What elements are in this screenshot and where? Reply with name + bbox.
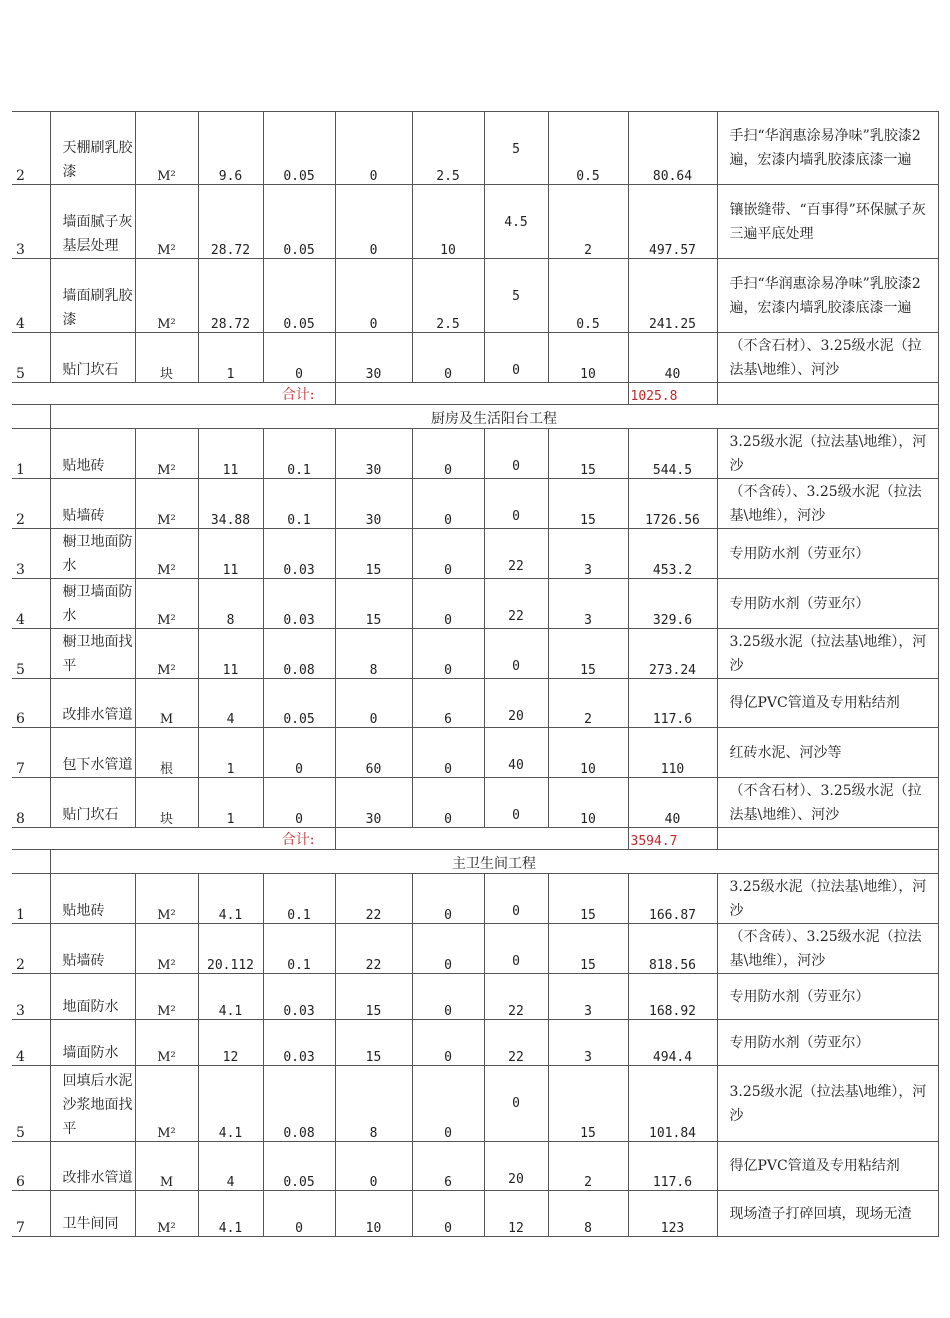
quantity: 9.6 bbox=[198, 112, 263, 185]
quantity: 4.1 bbox=[198, 974, 263, 1020]
labor-price: 0 bbox=[484, 429, 548, 479]
row-index: 6 bbox=[12, 1142, 50, 1191]
quantity: 12 bbox=[198, 1020, 263, 1066]
unit: 块 bbox=[135, 333, 198, 383]
labor-price: 0 bbox=[484, 874, 548, 924]
labor-price: 22 bbox=[484, 1020, 548, 1066]
management-fee: 3 bbox=[548, 974, 628, 1020]
material-price: 0 bbox=[335, 679, 412, 728]
row-total: 494.4 bbox=[628, 1020, 717, 1066]
material-price: 15 bbox=[335, 579, 412, 629]
material-note: 手扫“华润惠涂易净味”乳胶漆2遍，宏漆内墙乳胶漆底漆一遍 bbox=[717, 259, 938, 333]
material-price: 30 bbox=[335, 778, 412, 828]
quantity: 11 bbox=[198, 529, 263, 579]
management-fee: 10 bbox=[548, 728, 628, 778]
table-row bbox=[12, 529, 938, 579]
management-fee: 3 bbox=[548, 529, 628, 579]
row-total: 117.6 bbox=[628, 679, 717, 728]
material-note: 手扫“华润惠涂易净味”乳胶漆2遍，宏漆内墙乳胶漆底漆一遍 bbox=[717, 112, 938, 185]
labor-price: 5 bbox=[484, 259, 548, 333]
unit: M² bbox=[135, 974, 198, 1020]
subtotal-label: 合计: bbox=[12, 828, 335, 850]
material-note: 专用防水剂（劳亚尔） bbox=[717, 579, 938, 629]
unit: M² bbox=[135, 529, 198, 579]
material-price: 8 bbox=[335, 1066, 412, 1142]
unit: M² bbox=[135, 112, 198, 185]
table-row bbox=[12, 259, 938, 333]
row-total: 241.25 bbox=[628, 259, 717, 333]
table-row bbox=[12, 974, 938, 1020]
material-note: 红砖水泥、河沙等 bbox=[717, 728, 938, 778]
item-name: 地面防水 bbox=[50, 974, 135, 1020]
table-row bbox=[12, 112, 938, 185]
table-row bbox=[12, 333, 938, 383]
auxiliary-price: 0 bbox=[412, 429, 484, 479]
material-note: 3.25级水泥（拉法基\地维），河沙 bbox=[717, 1066, 938, 1142]
quantity: 4.1 bbox=[198, 1191, 263, 1237]
unit: M² bbox=[135, 1020, 198, 1066]
table-row bbox=[12, 629, 938, 679]
row-index: 1 bbox=[12, 874, 50, 924]
item-name: 橱卫地面防水 bbox=[50, 529, 135, 579]
loss-rate: 0.08 bbox=[263, 629, 335, 679]
loss-rate: 0 bbox=[263, 333, 335, 383]
management-fee: 2 bbox=[548, 185, 628, 259]
row-index: 5 bbox=[12, 333, 50, 383]
material-note: 3.25级水泥（拉法基\地维），河沙 bbox=[717, 429, 938, 479]
table-row bbox=[12, 778, 938, 828]
subtotal-row bbox=[12, 828, 938, 850]
management-fee: 2 bbox=[548, 679, 628, 728]
item-name: 贴门坎石 bbox=[50, 333, 135, 383]
auxiliary-price: 0 bbox=[412, 1066, 484, 1142]
row-index: 4 bbox=[12, 259, 50, 333]
table-row bbox=[12, 874, 938, 924]
material-note: 专用防水剂（劳亚尔） bbox=[717, 974, 938, 1020]
unit: M² bbox=[135, 259, 198, 333]
labor-price: 22 bbox=[484, 974, 548, 1020]
management-fee: 0.5 bbox=[548, 259, 628, 333]
material-price: 0 bbox=[335, 112, 412, 185]
row-index: 7 bbox=[12, 728, 50, 778]
table-row bbox=[12, 1191, 938, 1237]
management-fee: 10 bbox=[548, 333, 628, 383]
quantity: 20.112 bbox=[198, 924, 263, 974]
row-index: 5 bbox=[12, 1066, 50, 1142]
unit: M bbox=[135, 679, 198, 728]
loss-rate: 0.05 bbox=[263, 259, 335, 333]
unit: M² bbox=[135, 629, 198, 679]
unit: M² bbox=[135, 185, 198, 259]
loss-rate: 0.03 bbox=[263, 529, 335, 579]
row-total: 544.5 bbox=[628, 429, 717, 479]
labor-price: 0 bbox=[484, 924, 548, 974]
table-row bbox=[12, 728, 938, 778]
management-fee: 15 bbox=[548, 629, 628, 679]
material-note: 3.25级水泥（拉法基\地维），河沙 bbox=[717, 874, 938, 924]
quantity: 8 bbox=[198, 579, 263, 629]
material-price: 15 bbox=[335, 974, 412, 1020]
management-fee: 3 bbox=[548, 1020, 628, 1066]
auxiliary-price: 0 bbox=[412, 333, 484, 383]
table-row bbox=[12, 185, 938, 259]
table-row bbox=[12, 429, 938, 479]
unit: M² bbox=[135, 579, 198, 629]
loss-rate: 0.03 bbox=[263, 974, 335, 1020]
table-row bbox=[12, 1066, 938, 1142]
subtotal-note-blank bbox=[717, 383, 938, 405]
item-name: 卫牛间同 bbox=[50, 1191, 135, 1237]
item-name: 橱卫墙面防水 bbox=[50, 579, 135, 629]
management-fee: 0.5 bbox=[548, 112, 628, 185]
management-fee: 10 bbox=[548, 778, 628, 828]
unit: M² bbox=[135, 924, 198, 974]
row-total: 40 bbox=[628, 778, 717, 828]
management-fee: 15 bbox=[548, 874, 628, 924]
material-price: 8 bbox=[335, 629, 412, 679]
item-name: 天棚刷乳胶漆 bbox=[50, 112, 135, 185]
row-index: 5 bbox=[12, 629, 50, 679]
auxiliary-price: 0 bbox=[412, 529, 484, 579]
labor-price: 4.5 bbox=[484, 185, 548, 259]
management-fee: 15 bbox=[548, 1066, 628, 1142]
row-total: 101.84 bbox=[628, 1066, 717, 1142]
material-price: 22 bbox=[335, 924, 412, 974]
unit: M² bbox=[135, 1191, 198, 1237]
table-row bbox=[12, 1020, 938, 1066]
auxiliary-price: 2.5 bbox=[412, 259, 484, 333]
quantity: 4.1 bbox=[198, 874, 263, 924]
auxiliary-price: 6 bbox=[412, 679, 484, 728]
management-fee: 15 bbox=[548, 479, 628, 529]
quantity: 11 bbox=[198, 429, 263, 479]
material-price: 0 bbox=[335, 185, 412, 259]
loss-rate: 0.05 bbox=[263, 112, 335, 185]
subtotal-label: 合计: bbox=[12, 383, 335, 405]
management-fee: 2 bbox=[548, 1142, 628, 1191]
material-note: （不含砖）、3.25级水泥（拉法基\地维），河沙 bbox=[717, 479, 938, 529]
loss-rate: 0 bbox=[263, 728, 335, 778]
table-row bbox=[12, 479, 938, 529]
labor-price: 5 bbox=[484, 112, 548, 185]
material-note: 镶嵌缝带、“百事得”环保腻子灰三遍平底处理 bbox=[717, 185, 938, 259]
material-note: 得亿PVC管道及专用粘结剂 bbox=[717, 1142, 938, 1191]
loss-rate: 0.05 bbox=[263, 1142, 335, 1191]
auxiliary-price: 10 bbox=[412, 185, 484, 259]
item-name: 贴门坎石 bbox=[50, 778, 135, 828]
item-name: 改排水管道 bbox=[50, 1142, 135, 1191]
row-index: 2 bbox=[12, 479, 50, 529]
auxiliary-price: 0 bbox=[412, 579, 484, 629]
section-blank-cell bbox=[12, 405, 50, 429]
management-fee: 8 bbox=[548, 1191, 628, 1237]
material-note: （不含石材）、3.25级水泥（拉法基\地维）、河沙 bbox=[717, 333, 938, 383]
row-index: 3 bbox=[12, 974, 50, 1020]
unit: M² bbox=[135, 479, 198, 529]
row-total: 273.24 bbox=[628, 629, 717, 679]
section-blank-cell bbox=[12, 850, 50, 874]
auxiliary-price: 0 bbox=[412, 728, 484, 778]
row-total: 40 bbox=[628, 333, 717, 383]
unit: M² bbox=[135, 874, 198, 924]
item-name: 改排水管道 bbox=[50, 679, 135, 728]
material-price: 30 bbox=[335, 479, 412, 529]
labor-price: 40 bbox=[484, 728, 548, 778]
labor-price: 12 bbox=[484, 1191, 548, 1237]
loss-rate: 0.1 bbox=[263, 429, 335, 479]
material-note: 专用防水剂（劳亚尔） bbox=[717, 529, 938, 579]
item-name: 贴地砖 bbox=[50, 874, 135, 924]
auxiliary-price: 0 bbox=[412, 874, 484, 924]
row-index: 2 bbox=[12, 924, 50, 974]
material-price: 22 bbox=[335, 874, 412, 924]
subtotal-gap bbox=[335, 828, 628, 850]
quantity: 1 bbox=[198, 728, 263, 778]
auxiliary-price: 0 bbox=[412, 974, 484, 1020]
loss-rate: 0.1 bbox=[263, 924, 335, 974]
quantity: 4.1 bbox=[198, 1066, 263, 1142]
quantity: 4 bbox=[198, 679, 263, 728]
row-total: 110 bbox=[628, 728, 717, 778]
unit: M² bbox=[135, 429, 198, 479]
item-name: 墙面腻子灰基层处理 bbox=[50, 185, 135, 259]
auxiliary-price: 0 bbox=[412, 924, 484, 974]
loss-rate: 0 bbox=[263, 1191, 335, 1237]
quantity: 11 bbox=[198, 629, 263, 679]
subtotal-note-blank bbox=[717, 828, 938, 850]
labor-price: 22 bbox=[484, 529, 548, 579]
unit: 块 bbox=[135, 778, 198, 828]
quotation-table bbox=[12, 111, 939, 1237]
item-name: 橱卫地面找平 bbox=[50, 629, 135, 679]
auxiliary-price: 6 bbox=[412, 1142, 484, 1191]
section-header bbox=[12, 405, 938, 429]
labor-price: 0 bbox=[484, 629, 548, 679]
row-index: 1 bbox=[12, 429, 50, 479]
row-index: 7 bbox=[12, 1191, 50, 1237]
row-total: 329.6 bbox=[628, 579, 717, 629]
loss-rate: 0.1 bbox=[263, 874, 335, 924]
item-name: 墙面防水 bbox=[50, 1020, 135, 1066]
row-total: 117.6 bbox=[628, 1142, 717, 1191]
material-note: 得亿PVC管道及专用粘结剂 bbox=[717, 679, 938, 728]
item-name: 墙面刷乳胶漆 bbox=[50, 259, 135, 333]
quantity: 34.88 bbox=[198, 479, 263, 529]
unit: M² bbox=[135, 1066, 198, 1142]
row-total: 80.64 bbox=[628, 112, 717, 185]
row-index: 3 bbox=[12, 529, 50, 579]
labor-price: 22 bbox=[484, 579, 548, 629]
management-fee: 15 bbox=[548, 429, 628, 479]
quantity: 28.72 bbox=[198, 259, 263, 333]
row-index: 4 bbox=[12, 579, 50, 629]
row-total: 497.57 bbox=[628, 185, 717, 259]
row-index: 8 bbox=[12, 778, 50, 828]
loss-rate: 0.03 bbox=[263, 579, 335, 629]
quantity: 4 bbox=[198, 1142, 263, 1191]
unit: 根 bbox=[135, 728, 198, 778]
material-note: （不含石材）、3.25级水泥（拉法基\地维）、河沙 bbox=[717, 778, 938, 828]
material-note: （不含砖）、3.25级水泥（拉法基\地维），河沙 bbox=[717, 924, 938, 974]
auxiliary-price: 2.5 bbox=[412, 112, 484, 185]
labor-price: 20 bbox=[484, 679, 548, 728]
row-index: 3 bbox=[12, 185, 50, 259]
row-index: 6 bbox=[12, 679, 50, 728]
auxiliary-price: 0 bbox=[412, 629, 484, 679]
loss-rate: 0.03 bbox=[263, 1020, 335, 1066]
labor-price: 0 bbox=[484, 778, 548, 828]
row-total: 123 bbox=[628, 1191, 717, 1237]
loss-rate: 0.05 bbox=[263, 679, 335, 728]
table-row bbox=[12, 679, 938, 728]
auxiliary-price: 0 bbox=[412, 479, 484, 529]
item-name: 贴地砖 bbox=[50, 429, 135, 479]
labor-price: 0 bbox=[484, 333, 548, 383]
row-total: 166.87 bbox=[628, 874, 717, 924]
auxiliary-price: 0 bbox=[412, 1020, 484, 1066]
loss-rate: 0.05 bbox=[263, 185, 335, 259]
material-price: 30 bbox=[335, 333, 412, 383]
quantity: 1 bbox=[198, 778, 263, 828]
material-price: 10 bbox=[335, 1191, 412, 1237]
item-name: 回填后水泥沙浆地面找平 bbox=[50, 1066, 135, 1142]
quantity: 28.72 bbox=[198, 185, 263, 259]
auxiliary-price: 0 bbox=[412, 778, 484, 828]
management-fee: 15 bbox=[548, 924, 628, 974]
row-total: 1726.56 bbox=[628, 479, 717, 529]
material-note: 专用防水剂（劳亚尔） bbox=[717, 1020, 938, 1066]
material-note: 3.25级水泥（拉法基\地维），河沙 bbox=[717, 629, 938, 679]
section-title: 主卫生间工程 bbox=[50, 850, 938, 874]
material-price: 15 bbox=[335, 529, 412, 579]
material-price: 0 bbox=[335, 1142, 412, 1191]
loss-rate: 0 bbox=[263, 778, 335, 828]
quantity: 1 bbox=[198, 333, 263, 383]
labor-price: 20 bbox=[484, 1142, 548, 1191]
labor-price: 0 bbox=[484, 1066, 548, 1142]
subtotal-value: 3594.7 bbox=[628, 828, 717, 850]
table-row bbox=[12, 1142, 938, 1191]
material-price: 60 bbox=[335, 728, 412, 778]
unit: M bbox=[135, 1142, 198, 1191]
material-price: 30 bbox=[335, 429, 412, 479]
auxiliary-price: 0 bbox=[412, 1191, 484, 1237]
section-title: 厨房及生活阳台工程 bbox=[50, 405, 938, 429]
table-row bbox=[12, 579, 938, 629]
item-name: 贴墙砖 bbox=[50, 479, 135, 529]
row-index: 2 bbox=[12, 112, 50, 185]
row-total: 453.2 bbox=[628, 529, 717, 579]
subtotal-value: 1025.8 bbox=[628, 383, 717, 405]
row-total: 818.56 bbox=[628, 924, 717, 974]
item-name: 贴墙砖 bbox=[50, 924, 135, 974]
loss-rate: 0.08 bbox=[263, 1066, 335, 1142]
row-index: 4 bbox=[12, 1020, 50, 1066]
management-fee: 3 bbox=[548, 579, 628, 629]
row-total: 168.92 bbox=[628, 974, 717, 1020]
subtotal-row bbox=[12, 383, 938, 405]
material-note: 现场渣子打碎回填，现场无渣 bbox=[717, 1191, 938, 1237]
subtotal-gap bbox=[335, 383, 628, 405]
table-row bbox=[12, 924, 938, 974]
material-price: 15 bbox=[335, 1020, 412, 1066]
material-price: 0 bbox=[335, 259, 412, 333]
loss-rate: 0.1 bbox=[263, 479, 335, 529]
section-header bbox=[12, 850, 938, 874]
labor-price: 0 bbox=[484, 479, 548, 529]
item-name: 包下水管道 bbox=[50, 728, 135, 778]
